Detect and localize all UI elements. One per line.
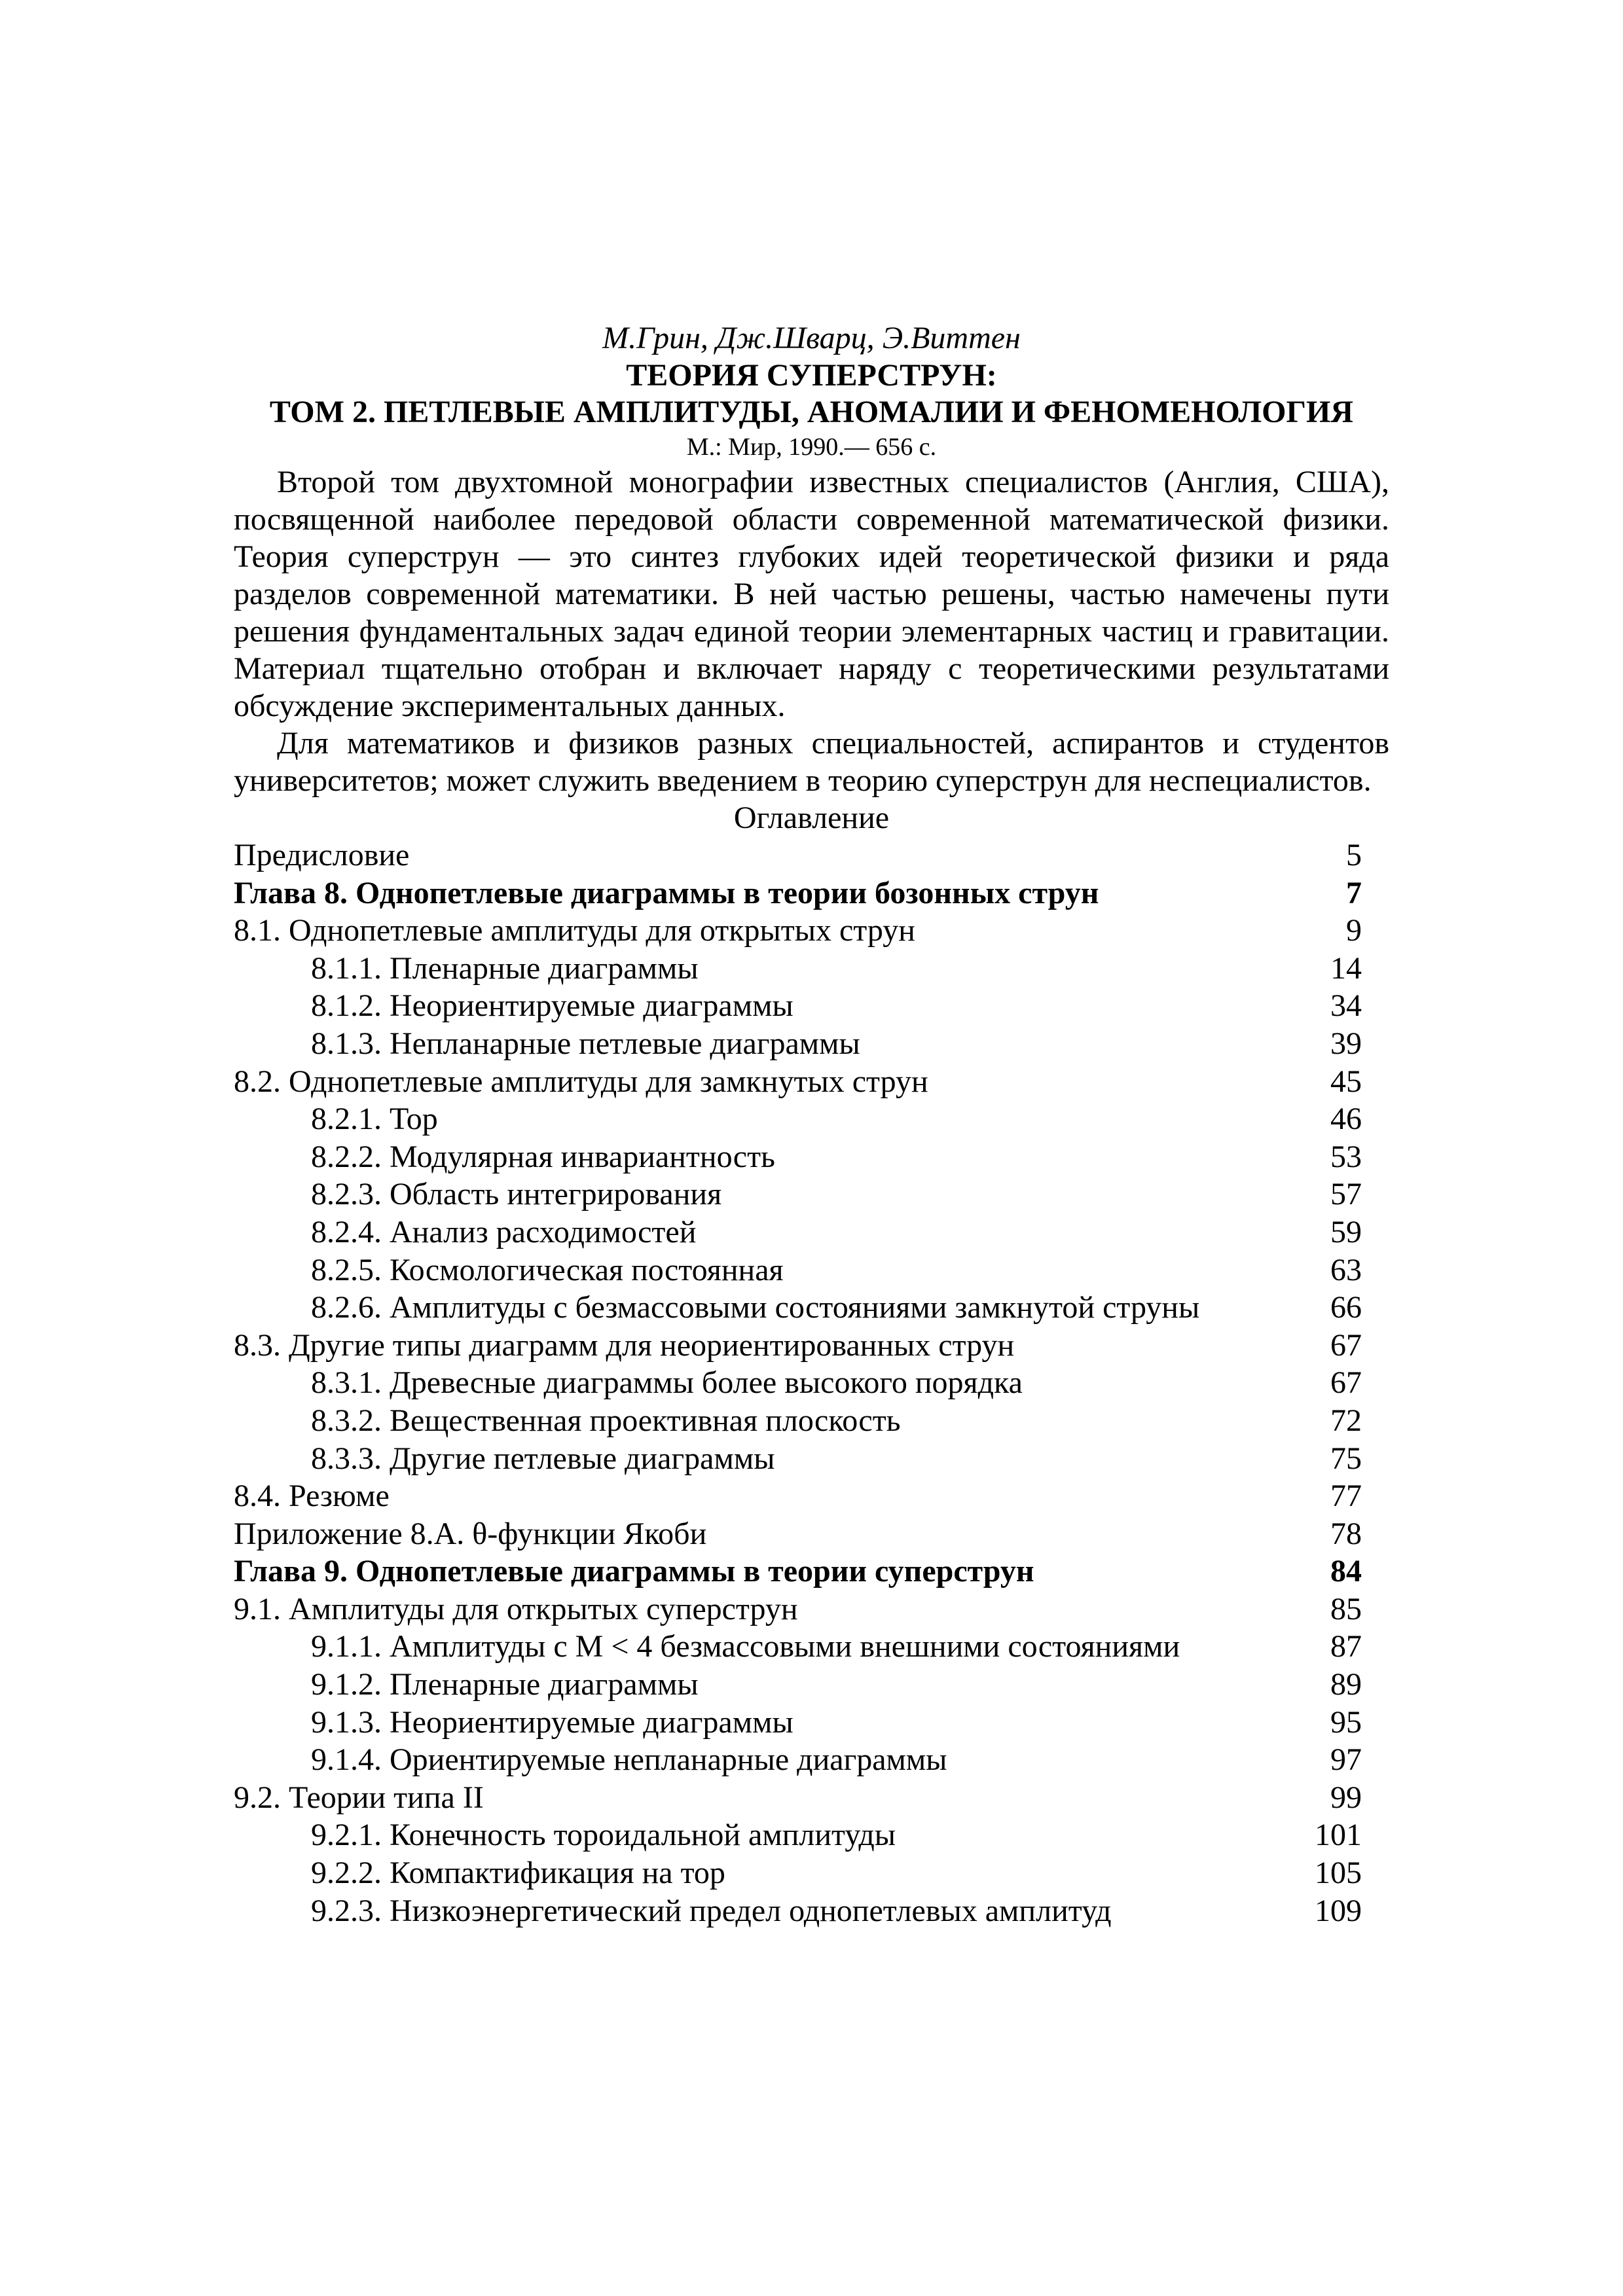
toc-entry-title: 9.1.4. Ориентируемые непланарные диаграммы [311, 1742, 947, 1778]
toc-entry [234, 950, 1389, 988]
toc-entry-page: 63 [1330, 1252, 1362, 1287]
toc-entry-title: 8.1.3. Непланарные петлевые диаграммы [311, 1026, 860, 1061]
toc-entry-page: 5 [1346, 838, 1362, 872]
toc-entry-title: 9.1.1. Амплитуды с M < 4 безмассовыми внешними состояниями [311, 1629, 1180, 1664]
toc-entry-title: Глава 8. Однопетлевые диаграммы в теории бозонных струн [234, 875, 1099, 910]
toc-entry-title: 9.1.3. Неориентируемые диаграммы [311, 1704, 793, 1740]
toc-entry [234, 1628, 1389, 1666]
toc-entry-page: 39 [1330, 1026, 1362, 1061]
toc-entry-title: 8.2.4. Анализ расходимостей [311, 1214, 697, 1249]
toc-entry-title: 8.2.6. Амплитуды с безмассовыми состояниями замкнутой струны [311, 1290, 1200, 1325]
toc-entry-page: 45 [1330, 1064, 1362, 1099]
toc-entry-page: 99 [1330, 1780, 1362, 1815]
toc-entry-title: 8.2.5. Космологическая постоянная [311, 1252, 784, 1287]
toc-entry-page: 89 [1330, 1667, 1362, 1702]
toc-entry-page: 72 [1330, 1403, 1362, 1438]
toc-entry [234, 1515, 1389, 1553]
toc-entry-page: 78 [1330, 1516, 1362, 1551]
toc-entry-title: 8.2.3. Область интегрирования [311, 1177, 722, 1212]
toc-entry [234, 1213, 1389, 1251]
toc-entry-page: 85 [1330, 1591, 1362, 1626]
toc-entry-title: 9.1. Амплитуды для открытых суперструн [234, 1591, 798, 1626]
toc-entry-page: 34 [1330, 988, 1362, 1024]
toc-entry [234, 1477, 1389, 1515]
toc-entry-page: 87 [1330, 1629, 1362, 1664]
toc-entry [234, 1025, 1389, 1063]
toc-entry [234, 1666, 1389, 1704]
toc-entry-title: 8.4. Резюме [234, 1479, 390, 1514]
toc-entry-title: 9.2.3. Низкоэнергетический предел однопетлевых амплитуд [311, 1893, 1112, 1928]
toc-entry [234, 1100, 1389, 1138]
toc-entry [234, 912, 1389, 950]
toc-entry-page: 9 [1346, 913, 1362, 948]
toc-entry-page: 53 [1330, 1139, 1362, 1174]
document-page [234, 319, 1389, 1929]
toc-heading: Оглавление [733, 800, 890, 835]
toc-entry [234, 1779, 1389, 1817]
toc-entry-page: 7 [1346, 875, 1362, 910]
toc-entry-title: 8.1.2. Неориентируемые диаграммы [311, 988, 793, 1024]
toc-entry-title: Глава 9. Однопетлевые диаграммы в теории суперструн [234, 1554, 1034, 1589]
toc-entry-page: 97 [1330, 1742, 1362, 1778]
toc-entry-page: 109 [1315, 1893, 1362, 1928]
toc-entry-page: 67 [1330, 1365, 1362, 1401]
toc-entry [234, 1289, 1389, 1327]
authors: М.Грин, Дж.Шварц, Э.Виттен [602, 321, 1021, 355]
toc-entry [234, 1327, 1389, 1365]
toc-entry [234, 1816, 1389, 1854]
toc-entry [234, 1854, 1389, 1892]
abstract-paragraph-2: Для математиков и физиков разных специальностей, аспирантов и студентов университетов; может служить введением в теорию суперструн для неспециалистов. [234, 726, 1389, 798]
book-title-line-1: ТЕОРИЯ СУПЕРСТРУН: [626, 358, 997, 393]
toc-entry-title: 8.3.3. Другие петлевые диаграммы [311, 1441, 775, 1476]
toc-entry [234, 1892, 1389, 1930]
toc-entry [234, 1402, 1389, 1440]
toc-entry-page: 46 [1330, 1102, 1362, 1137]
toc-entry [234, 1138, 1389, 1176]
toc-entry-page: 66 [1330, 1290, 1362, 1325]
toc-entry-page: 77 [1330, 1479, 1362, 1514]
toc-entry [234, 1741, 1389, 1779]
toc-entry-page: 67 [1330, 1327, 1362, 1363]
toc-entry-title: 9.2. Теории типа II [234, 1780, 484, 1815]
toc-entry-page: 75 [1330, 1441, 1362, 1476]
toc-entry-page: 101 [1315, 1818, 1362, 1853]
publication-info: М.: Мир, 1990.— 656 с. [686, 433, 937, 461]
toc-entry [234, 1175, 1389, 1213]
toc-entry-page: 57 [1330, 1177, 1362, 1212]
toc-entry [234, 1063, 1389, 1101]
toc-entry-chapter [234, 874, 1389, 912]
toc-entry-page: 84 [1330, 1554, 1362, 1589]
toc-entry-title: 9.1.2. Пленарные диаграммы [311, 1667, 699, 1702]
toc-entry [234, 987, 1389, 1025]
toc-entry-title: 8.1. Однопетлевые амплитуды для открытых струн [234, 913, 915, 948]
toc-entry [234, 1704, 1389, 1742]
toc-entry [234, 836, 1389, 874]
toc-entry-title: Предисловие [234, 838, 410, 872]
toc-entry-title: 9.2.2. Компактификация на тор [311, 1856, 725, 1891]
toc-entry [234, 1590, 1389, 1628]
toc-entry-title: 8.3. Другие типы диаграмм для неориентированных струн [234, 1327, 1015, 1363]
toc-entry-title: 8.3.2. Вещественная проективная плоскость [311, 1403, 901, 1438]
toc-entry-page: 14 [1330, 950, 1362, 986]
toc-entry-chapter [234, 1552, 1389, 1590]
toc-entry-title: 8.1.1. Пленарные диаграммы [311, 950, 699, 986]
toc-entry-title: 8.2.2. Модулярная инвариантность [311, 1139, 775, 1174]
toc-entry-page: 95 [1330, 1704, 1362, 1740]
book-title-line-2: ТОМ 2. ПЕТЛЕВЫЕ АМПЛИТУДЫ, АНОМАЛИИ И ФЕНОМЕНОЛОГИЯ [269, 395, 1354, 429]
toc-entry [234, 1251, 1389, 1289]
toc-entry-title: 8.3.1. Древесные диаграммы более высокого порядка [311, 1365, 1023, 1401]
toc-entry-page: 59 [1330, 1214, 1362, 1249]
abstract-paragraph-1: Второй том двухтомной монографии известных специалистов (Англия, США), посвященной наиболее передовой области современной математической физики. Теория суперструн — это синтез глубоких идей теоретической физики и ряда разделов современной математики. В ней частью решены, частью намечены пути решения фундаментальных задач единой теории элементарных частиц и гравитации. Материал тщательно отобран и включает наряду с теоретическими результатами обсуждение экспериментальных данных. [234, 465, 1389, 723]
table-of-contents [234, 836, 1389, 1929]
toc-entry-title: 8.2. Однопетлевые амплитуды для замкнутых струн [234, 1064, 928, 1099]
toc-entry-title: 9.2.1. Конечность тороидальной амплитуды [311, 1818, 896, 1853]
toc-entry-title: 8.2.1. Тор [311, 1102, 438, 1137]
toc-entry-title: Приложение 8.А. θ-функции Якоби [234, 1516, 707, 1551]
toc-entry [234, 1440, 1389, 1478]
toc-entry-page: 105 [1315, 1856, 1362, 1891]
toc-entry [234, 1364, 1389, 1402]
